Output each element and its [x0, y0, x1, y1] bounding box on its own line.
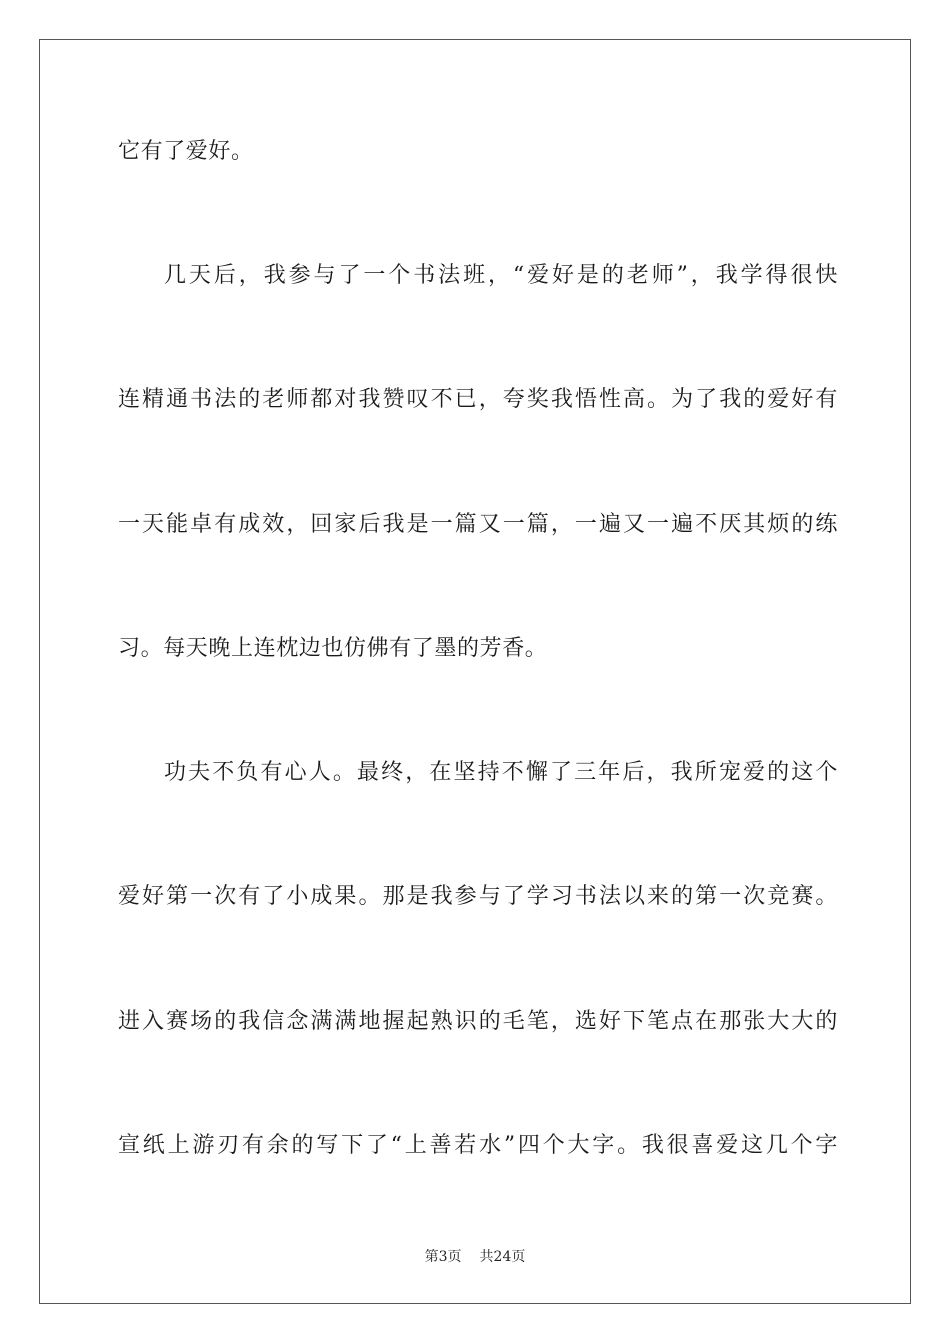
- text-line: 一天能卓有成效，回家后我是一篇又一篇，一遍又一遍不厌其烦的练: [118, 512, 838, 537]
- page-total: 共24页: [479, 1249, 526, 1265]
- text-line: 连精通书法的老师都对我赞叹不已，夸奖我悟性高。为了我的爱好有: [118, 387, 838, 412]
- text-line: 爱好第一次有了小成果。那是我参与了学习书法以来的第一次竞赛。: [118, 884, 838, 909]
- text-line: 宣纸上游刃有余的写下了“上善若水”四个大字。我很喜爱这几个字: [118, 1133, 838, 1158]
- text-line: 功夫不负有心人。最终，在坚持不懈了三年后，我所宠爱的这个: [164, 760, 838, 785]
- page-footer: [0, 1248, 950, 1266]
- page-frame: [39, 39, 911, 1304]
- text-line: 它有了爱好。: [118, 139, 254, 164]
- text-line: 进入赛场的我信念满满地握起熟识的毛笔，选好下笔点在那张大大的: [118, 1009, 838, 1034]
- page-number: 第3页: [424, 1249, 462, 1265]
- text-line: 几天后，我参与了一个书法班，“爱好是的老师”，我学得很快: [164, 263, 838, 288]
- text-line: 习。每天晚上连枕边也仿佛有了墨的芳香。: [118, 636, 548, 661]
